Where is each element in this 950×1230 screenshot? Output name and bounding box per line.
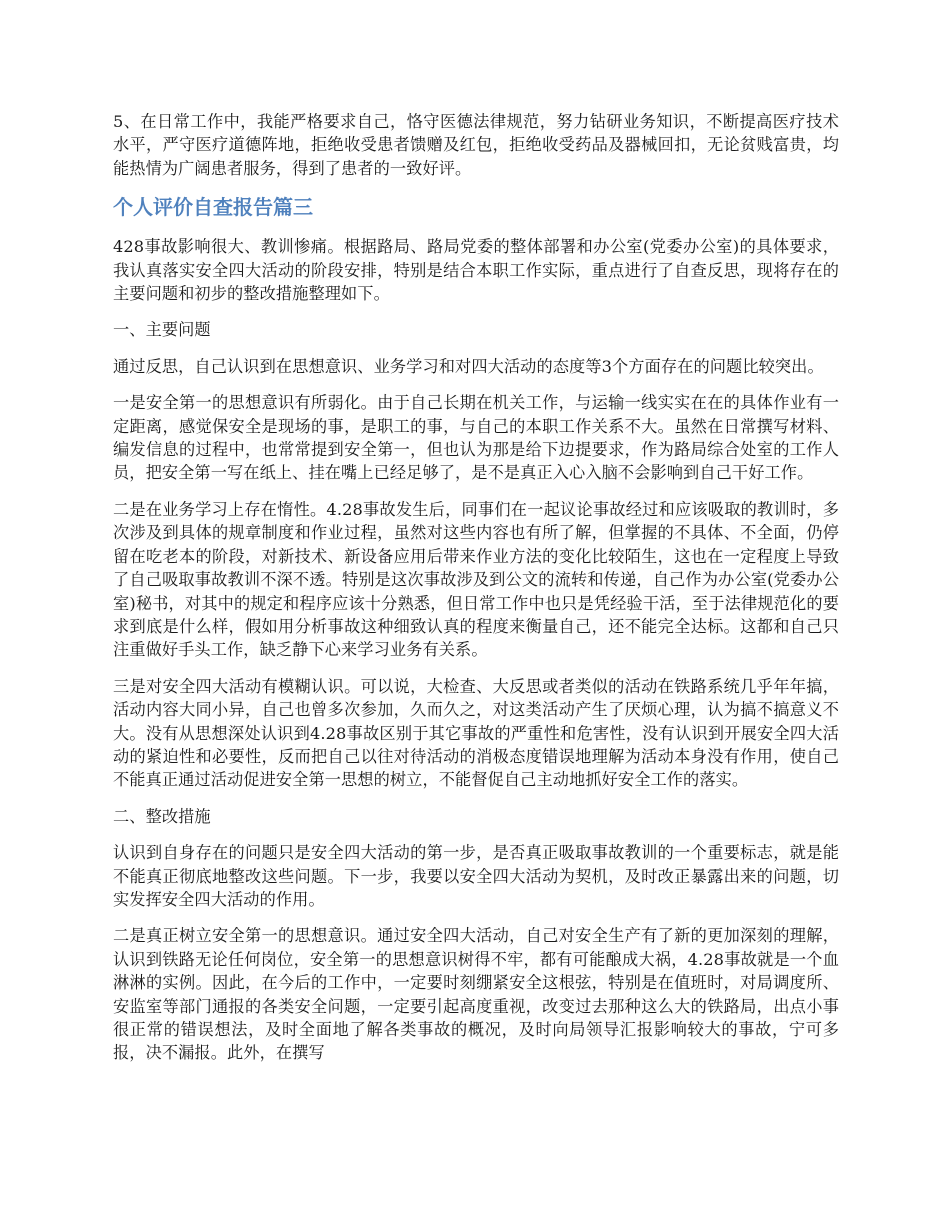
- paragraph-reflection: 通过反思，自己认识到在思想意识、业务学习和对四大活动的态度等3个方面存在的问题比较突出。: [113, 356, 824, 376]
- paragraph-problem-2: 二是在业务学习上存在惰性。4.28事故发生后，同事们在一起议论事故经过和应该吸取的教训时，多次涉及到具体的规章制度和作业过程，虽然对这些内容也有所了解，但掌握的不具体、不全面，仍停留在吃老本的阶段，对新技术、新设备应用后带来作业方法的变化比较陌生，这也在一定程度上导致了自己吸取事故教训不深不透。特别是这次事故涉及到公文的流转和传递，自己作为办公室(党委办公室)秘书，对其中的规定和程序应该十分熟悉，但日常工作中也只是凭经验干活，至于法律规范化的要求到底是什么样，假如用分析事故这种细致认真的程度来衡量自己，还不能完全达标。这都和自己只注重做好手头工作，缺乏静下心来学习业务有关系。: [113, 499, 839, 660]
- paragraph-item-5: 5、在日常工作中，我能严格要求自己，恪守医德法律规范，努力钻研业务知识，不断提高医疗技术水平，严守医疗道德阵地，拒绝收受患者馈赠及红包，拒绝收受药品及器械回扣，无论贫贱富贵，均能热情为广阔患者服务，得到了患者的一致好评。: [113, 112, 839, 178]
- subheading-main-problems: 一、主要问题: [113, 320, 211, 340]
- paragraph-problem-1: 一是安全第一的思想意识有所弱化。由于自己长期在机关工作，与运输一线实实在在的具体作业有一定距离，感觉保安全是现场的事，是职工的事，与自己的本职工作关系不大。虽然在日常撰写材料、编发信息的过程中，也常常提到安全第一，但也认为那是给下边提要求，作为路局综合处室的工作人员，把安全第一写在纸上、挂在嘴上已经足够了，是不是真正入心入脑不会影响到自己干好工作。: [113, 393, 839, 483]
- paragraph-intro: 428事故影响很大、教训惨痛。根据路局、路局党委的整体部署和办公室(党委办公室)的具体要求，我认真落实安全四大活动的阶段安排，特别是结合本职工作实际，重点进行了自查反思，现将存在的主要问题和初步的整改措施整理如下。: [113, 237, 839, 304]
- paragraph-measure-2: 二是真正树立安全第一的思想意识。通过安全四大活动，自己对安全生产有了新的更加深刻的理解，认识到铁路无论任何岗位，安全第一的思想意识树得不牢，都有可能酿成大祸，4.28事故就是一个血淋淋的实例。因此，在今后的工作中，一定要时刻绷紧安全这根弦，特别是在值班时，对局调度所、安监室等部门通报的各类安全问题，一定要引起高度重视，改变过去那种这么大的铁路局，出点小事很正常的错误想法，及时全面地了解各类事故的概况，及时向局领导汇报影响较大的事故，宁可多报，决不漏报。此外，在撰写: [113, 926, 839, 1063]
- paragraph-problem-3: 三是对安全四大活动有模糊认识。可以说，大检查、大反思或者类似的活动在铁路系统几乎年年搞，活动内容大同小异，自己也曾多次参加，久而久之，对这类活动产生了厌烦心理，认为搞不搞意义不大。没有从思想深处认识到4.28事故区别于其它事故的严重性和危害性，没有认识到开展安全四大活动的紧迫性和必要性，反而把自己以往对待活动的消极态度错误地理解为活动本身没有作用，使自己不能真正通过活动促进安全第一思想的树立，不能督促自己主动地抓好安全工作的落实。: [113, 676, 839, 790]
- document-page: [113, 110, 839, 1078]
- section-heading: 个人评价自查报告篇三: [113, 195, 313, 220]
- paragraph-measures-intro: 认识到自身存在的问题只是安全四大活动的第一步，是否真正吸取事故教训的一个重要标志，就是能不能真正彻底地整改这些问题。下一步，我要以安全四大活动为契机，及时改正暴露出来的问题，切实发挥安全四大活动的作用。: [113, 843, 839, 909]
- subheading-measures: 二、整改措施: [113, 806, 211, 826]
